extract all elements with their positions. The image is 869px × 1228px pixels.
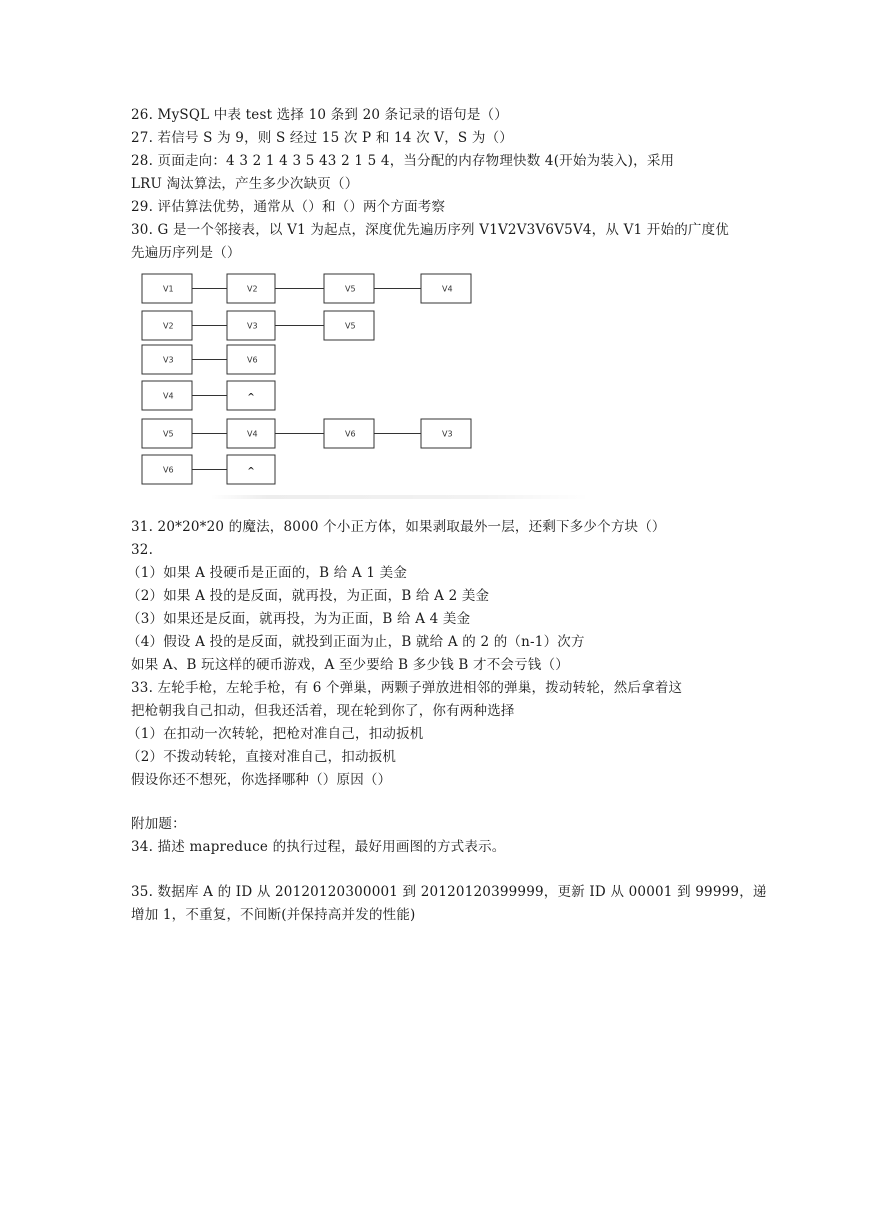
adjacency-row-v6 — [142, 455, 275, 484]
question-29: 29. 评估算法优势，通常从（）和（）两个方面考察 — [131, 199, 446, 215]
scan-artifact — [210, 495, 590, 499]
node-label: V5 — [345, 321, 356, 331]
adjacency-row-v2 — [142, 311, 374, 340]
question-30-continued: 先遍历序列是（） — [131, 245, 241, 261]
question-28: 28. 页面走向：4 3 2 1 4 3 5 43 2 1 5 4，当分配的内存物理快数 4(开始为装入)，采用 — [131, 153, 675, 169]
question-27: 27. 若信号 S 为 9，则 S 经过 15 次 P 和 14 次 V，S 为（） — [131, 130, 513, 146]
question-32: 32. — [131, 542, 154, 558]
question-32-item-1: （1）如果 A 投硬币是正面的，B 给 A 1 美金 — [127, 565, 408, 581]
question-28-continued: LRU 淘汰算法，产生多少次缺页（） — [131, 176, 359, 192]
adjacency-row-v4 — [142, 381, 275, 410]
question-32-item-2: （2）如果 A 投的是反面，就再投，为正面，B 给 A 2 美金 — [127, 588, 490, 604]
question-33-option-2: （2）不拨动转轮，直接对准自己，扣动扳机 — [127, 749, 397, 765]
node-label: V2 — [247, 284, 258, 294]
node-label: V4 — [163, 391, 174, 401]
node-label: V2 — [163, 321, 174, 331]
question-34: 34. 描述 mapreduce 的执行过程，最好用画图的方式表示。 — [131, 839, 506, 855]
null-pointer-label: ^ — [247, 392, 255, 403]
question-32-prompt: 如果 A、B 玩这样的硬币游戏，A 至少要给 B 多少钱 B 才不会亏钱（） — [131, 657, 569, 673]
question-35: 35. 数据库 A 的 ID 从 20120120300001 到 20120120399999，更新 ID 从 00001 到 99999，递 — [131, 884, 767, 900]
question-32-item-3: （3）如果还是反面，就再投，为为正面，B 给 A 4 美金 — [127, 611, 471, 627]
adjacency-list-figure — [130, 264, 490, 494]
node-label: V6 — [247, 355, 258, 365]
node-label: V4 — [247, 429, 258, 439]
node-label: V5 — [163, 429, 174, 439]
question-35-continued: 增加 1，不重复，不间断(并保持高并发的性能) — [131, 907, 416, 923]
node-label: V3 — [247, 321, 258, 331]
question-30: 30. G 是一个邻接表，以 V1 为起点，深度优先遍历序列 V1V2V3V6V5V4，从 V1 开始的广度优 — [131, 222, 729, 238]
question-33: 33. 左轮手枪，左轮手枪，有 6 个弹巢，两颗子弹放进相邻的弹巢，拨动转轮，然后拿着这 — [131, 680, 683, 696]
null-pointer-label: ^ — [247, 466, 255, 477]
bonus-heading: 附加题： — [131, 816, 186, 832]
question-33-prompt: 假设你还不想死，你选择哪种（）原因（） — [131, 772, 392, 788]
node-label: V4 — [442, 284, 453, 294]
node-label: V5 — [345, 284, 356, 294]
question-33-continued: 把枪朝我自己扣动，但我还活着，现在轮到你了，你有两种选择 — [131, 703, 515, 719]
adjacency-list-diagram — [130, 264, 490, 494]
adjacency-row-v5 — [142, 419, 471, 448]
question-33-option-1: （1）在扣动一次转轮，把枪对准自己，扣动扳机 — [127, 726, 424, 742]
node-label: V3 — [163, 355, 174, 365]
adjacency-row-v3 — [142, 345, 275, 374]
node-label: V3 — [442, 429, 453, 439]
adjacency-row-v1 — [142, 274, 471, 303]
question-32-item-4: （4）假设 A 投的是反面，就投到正面为止，B 就给 A 的 2 的（n-1）次方 — [127, 634, 585, 650]
question-31: 31. 20*20*20 的魔法，8000 个小正方体，如果剥取最外一层，还剩下多少个方块（） — [131, 519, 666, 535]
node-label: V6 — [163, 465, 174, 475]
node-label: V6 — [345, 429, 356, 439]
node-label: V1 — [163, 284, 174, 294]
question-26: 26. MySQL 中表 test 选择 10 条到 20 条记录的语句是（） — [131, 107, 508, 123]
